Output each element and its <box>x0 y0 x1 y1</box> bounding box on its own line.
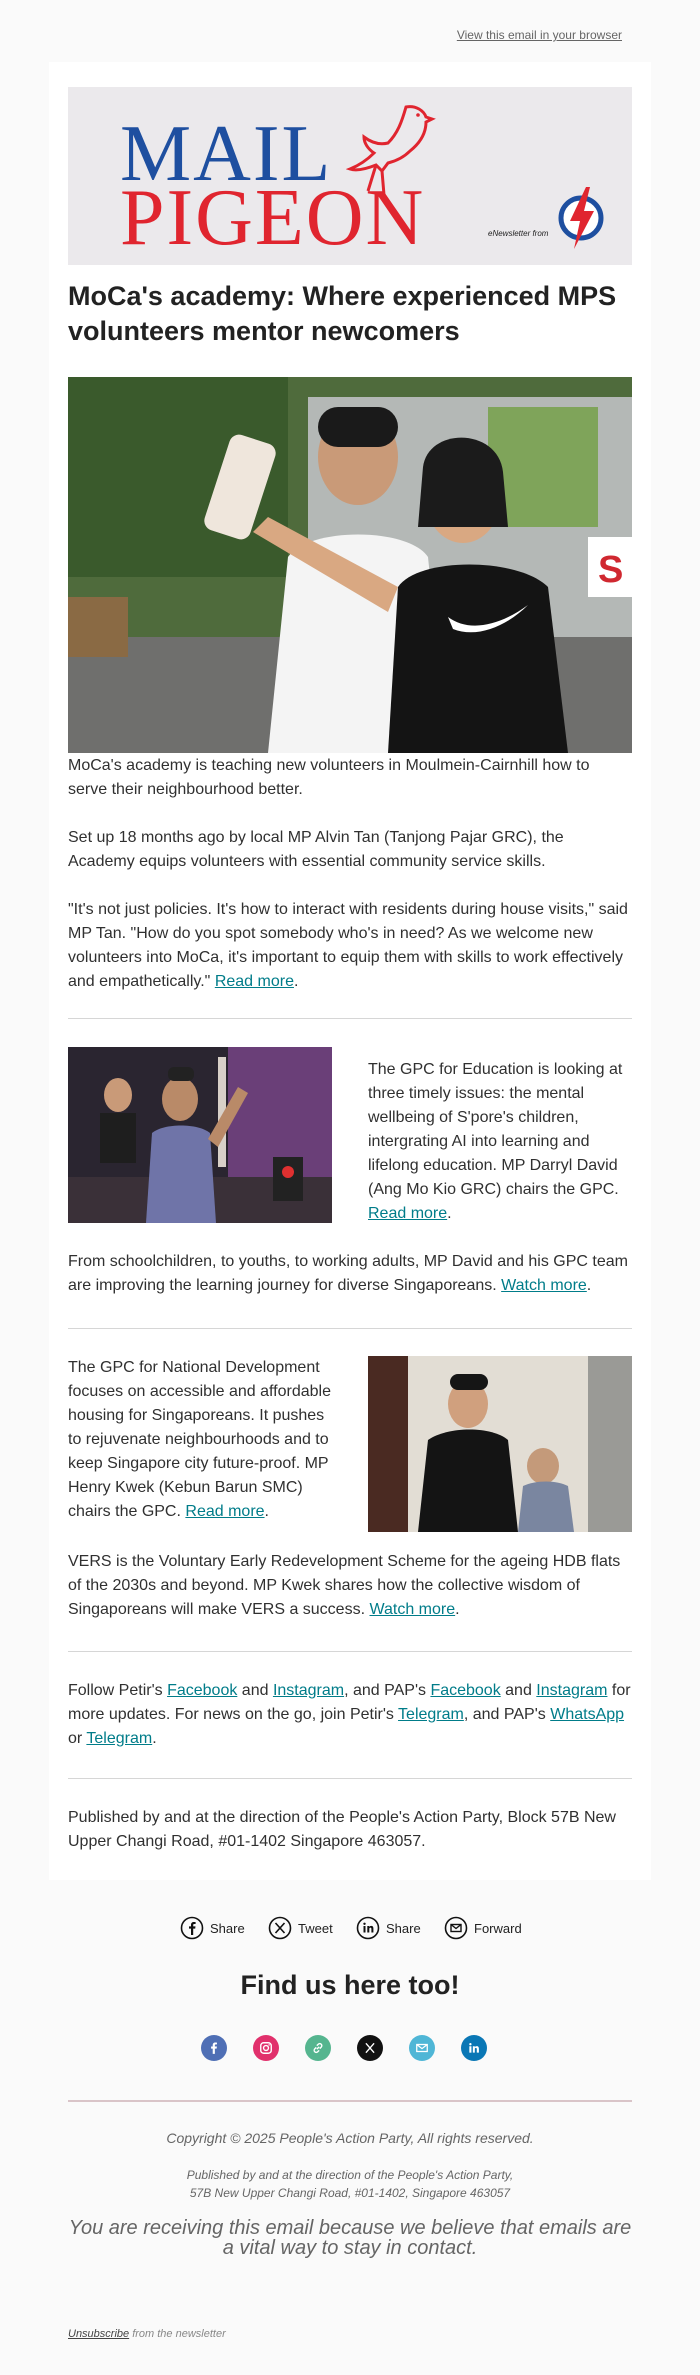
facebook-icon <box>180 1916 204 1940</box>
national-dev-follow-text: VERS is the Voluntary Early Redevelopment Scheme for the ageing HDB flats of the 2030s and beyond. MP Kwek shares how the collective wisdom of Singaporeans will make VERS a success. Watch more. <box>68 1553 621 1618</box>
share-facebook-button[interactable] <box>180 1915 245 1941</box>
article-paragraph-3: "It's not just policies. It's how to interact with residents during house visits," said MP Tan. "How do you spot somebody who's in need? As we welcome new volunteers into MoCa, it's important to equip them with skills to work effectively and empathetically." Read more. <box>68 901 628 990</box>
pap-logo-icon <box>556 187 606 249</box>
linkedin-icon[interactable] <box>461 2035 487 2061</box>
pap-facebook-link[interactable]: Facebook <box>430 1682 501 1699</box>
follow-text <box>68 1679 632 1751</box>
linkedin-icon <box>356 1916 380 1940</box>
footer-divider <box>68 2100 632 2102</box>
section-divider <box>68 1018 632 1019</box>
national-dev-text: The GPC for National Development focuses on accessible and affordable housing for Singaporeans. It pushes to rejuvenate neighbourhoods and to keep Singapore city future-proof. MP Henry Kwek (Kebun Barun SMC) chairs the GPC. Read more. <box>68 1359 331 1520</box>
share-bar <box>180 1915 540 1941</box>
enewsletter-from-label: eNewsletter from <box>488 229 549 238</box>
follow-text-part: , and PAP's <box>344 1682 431 1699</box>
pap-instagram-link[interactable]: Instagram <box>536 1682 608 1699</box>
link-icon[interactable] <box>305 2035 331 2061</box>
email-icon[interactable] <box>409 2035 435 2061</box>
follow-text-part: , and PAP's <box>463 1706 551 1723</box>
published-by-text: Published by and at the direction of the People's Action Party, Block 57B New Upper Changi Road, #01-1402 Singapore 463057. <box>68 1809 616 1850</box>
national-dev-watch-more-link[interactable]: Watch more <box>369 1601 456 1618</box>
share-facebook-label: Share <box>210 1920 245 1936</box>
education-watch-more-link[interactable]: Watch more <box>501 1277 587 1294</box>
follow-text-part: for more updates. For news on the go, join Petir's <box>68 1682 631 1723</box>
banner-mail-text: MAIL <box>120 110 333 198</box>
instagram-icon[interactable] <box>253 2035 279 2061</box>
facebook-icon[interactable] <box>201 2035 227 2061</box>
share-linkedin-label: Share <box>386 1920 421 1936</box>
section-divider <box>68 1778 632 1779</box>
follow-text-part: and <box>237 1682 273 1699</box>
receiving-reason-text: You are receiving this email because we believe that emails are a vital way to stay in contact. <box>68 2217 632 2259</box>
tweet-button[interactable] <box>268 1915 333 1941</box>
follow-text-part: . <box>152 1730 157 1747</box>
view-in-browser-link[interactable]: View this email in your browser <box>456 28 622 42</box>
education-text-body: The GPC for Education is looking at three timely issues: the mental wellbeing of S'pore's children, intergrating AI into learning and lifelong education. MP Darryl David (Ang Mo Kio GRC) chairs the GPC. <box>368 1061 623 1198</box>
pigeon-logo-icon <box>346 99 436 199</box>
national-dev-text-body: The GPC for National Development focuses on accessible and affordable housing for Singaporeans. It pushes to rejuvenate neighbourhoods and to keep Singapore city future-proof. MP Henry Kwek (Kebun Barun SMC) chairs the GPC. <box>68 1359 331 1520</box>
x-icon <box>268 1916 292 1940</box>
unsubscribe-suffix: from the newsletter <box>129 2328 226 2340</box>
article-paragraph-2: Set up 18 months ago by local MP Alvin Tan (Tanjong Pajar GRC), the Academy equips volunteers with essential community service skills. <box>68 829 564 870</box>
unsubscribe-link[interactable]: Unsubscribe <box>68 2328 130 2340</box>
copyright-text: Copyright © 2025 People's Action Party, All rights reserved. <box>166 2130 534 2146</box>
footer-published-line-2: 57B New Upper Changi Road, #01-1402, Singapore 463057 <box>189 2186 511 2200</box>
mail-pigeon-banner <box>68 87 632 265</box>
article-paragraph-3-text: "It's not just policies. It's how to interact with residents during house visits," said MP Tan. "How do you spot somebody who's in need? As we welcome new volunteers into MoCa, it's important to equip them with skills to work effectively and empathetically." <box>68 901 628 990</box>
pap-telegram-link[interactable]: Telegram <box>86 1730 153 1747</box>
preheader <box>0 0 700 62</box>
tweet-label: Tweet <box>298 1920 333 1936</box>
svg-text:S: S <box>598 549 624 591</box>
national-dev-follow-body: VERS is the Voluntary Early Redevelopment Scheme for the ageing HDB flats of the 2030s and beyond. MP Kwek shares how the collective wisdom of Singaporeans will make VERS a success. <box>68 1553 621 1618</box>
forward-button[interactable] <box>444 1915 522 1941</box>
section-divider <box>68 1328 632 1329</box>
petir-facebook-link[interactable]: Facebook <box>167 1682 238 1699</box>
education-follow-body: From schoolchildren, to youths, to working adults, MP David and his GPC team are improving the learning journey for diverse Singaporeans. <box>68 1253 628 1294</box>
education-text: The GPC for Education is looking at three timely issues: the mental wellbeing of S'pore's children, intergrating AI into learning and lifelong education. MP Darryl David (Ang Mo Kio GRC) chairs the GPC. Read more. <box>368 1061 623 1222</box>
follow-text-part: Follow Petir's <box>68 1682 168 1699</box>
article-paragraph-1: MoCa's academy is teaching new volunteers in Moulmein-Cairnhill how to serve their neighbourhood better. <box>68 757 590 798</box>
pap-whatsapp-link[interactable]: WhatsApp <box>550 1706 625 1723</box>
follow-text-part: or <box>68 1730 87 1747</box>
national-dev-mp-photo <box>368 1356 632 1532</box>
footer-published-line-1: Published by and at the direction of the People's Action Party, <box>186 2168 514 2182</box>
find-us-heading: Find us here too! <box>240 1970 460 2000</box>
education-follow-text: From schoolchildren, to youths, to working adults, MP David and his GPC team are improving the learning journey for diverse Singaporeans. Watch more. <box>68 1253 628 1294</box>
share-linkedin-button[interactable] <box>356 1915 421 1941</box>
education-read-more-link[interactable]: Read more <box>368 1205 448 1222</box>
forward-label: Forward <box>474 1920 522 1936</box>
petir-instagram-link[interactable]: Instagram <box>272 1682 345 1699</box>
selfie-photo <box>68 377 632 753</box>
section-divider <box>68 1651 632 1652</box>
unsubscribe-line <box>68 2328 226 2340</box>
education-mp-photo <box>68 1047 332 1223</box>
x-icon[interactable] <box>357 2035 383 2061</box>
email-body <box>49 62 651 1880</box>
social-icons <box>201 2035 501 2061</box>
footer-published-text <box>68 2166 632 2202</box>
national-dev-read-more-link[interactable]: Read more <box>185 1503 265 1520</box>
email-icon <box>444 1916 468 1940</box>
banner-pigeon-text: PIGEON <box>120 174 426 262</box>
follow-text-part: and <box>500 1682 537 1699</box>
article-read-more-link[interactable]: Read more <box>214 973 294 990</box>
petir-telegram-link[interactable]: Telegram <box>398 1706 464 1723</box>
article-headline: MoCa's academy: Where experienced MPS volunteers mentor newcomers <box>68 281 617 346</box>
